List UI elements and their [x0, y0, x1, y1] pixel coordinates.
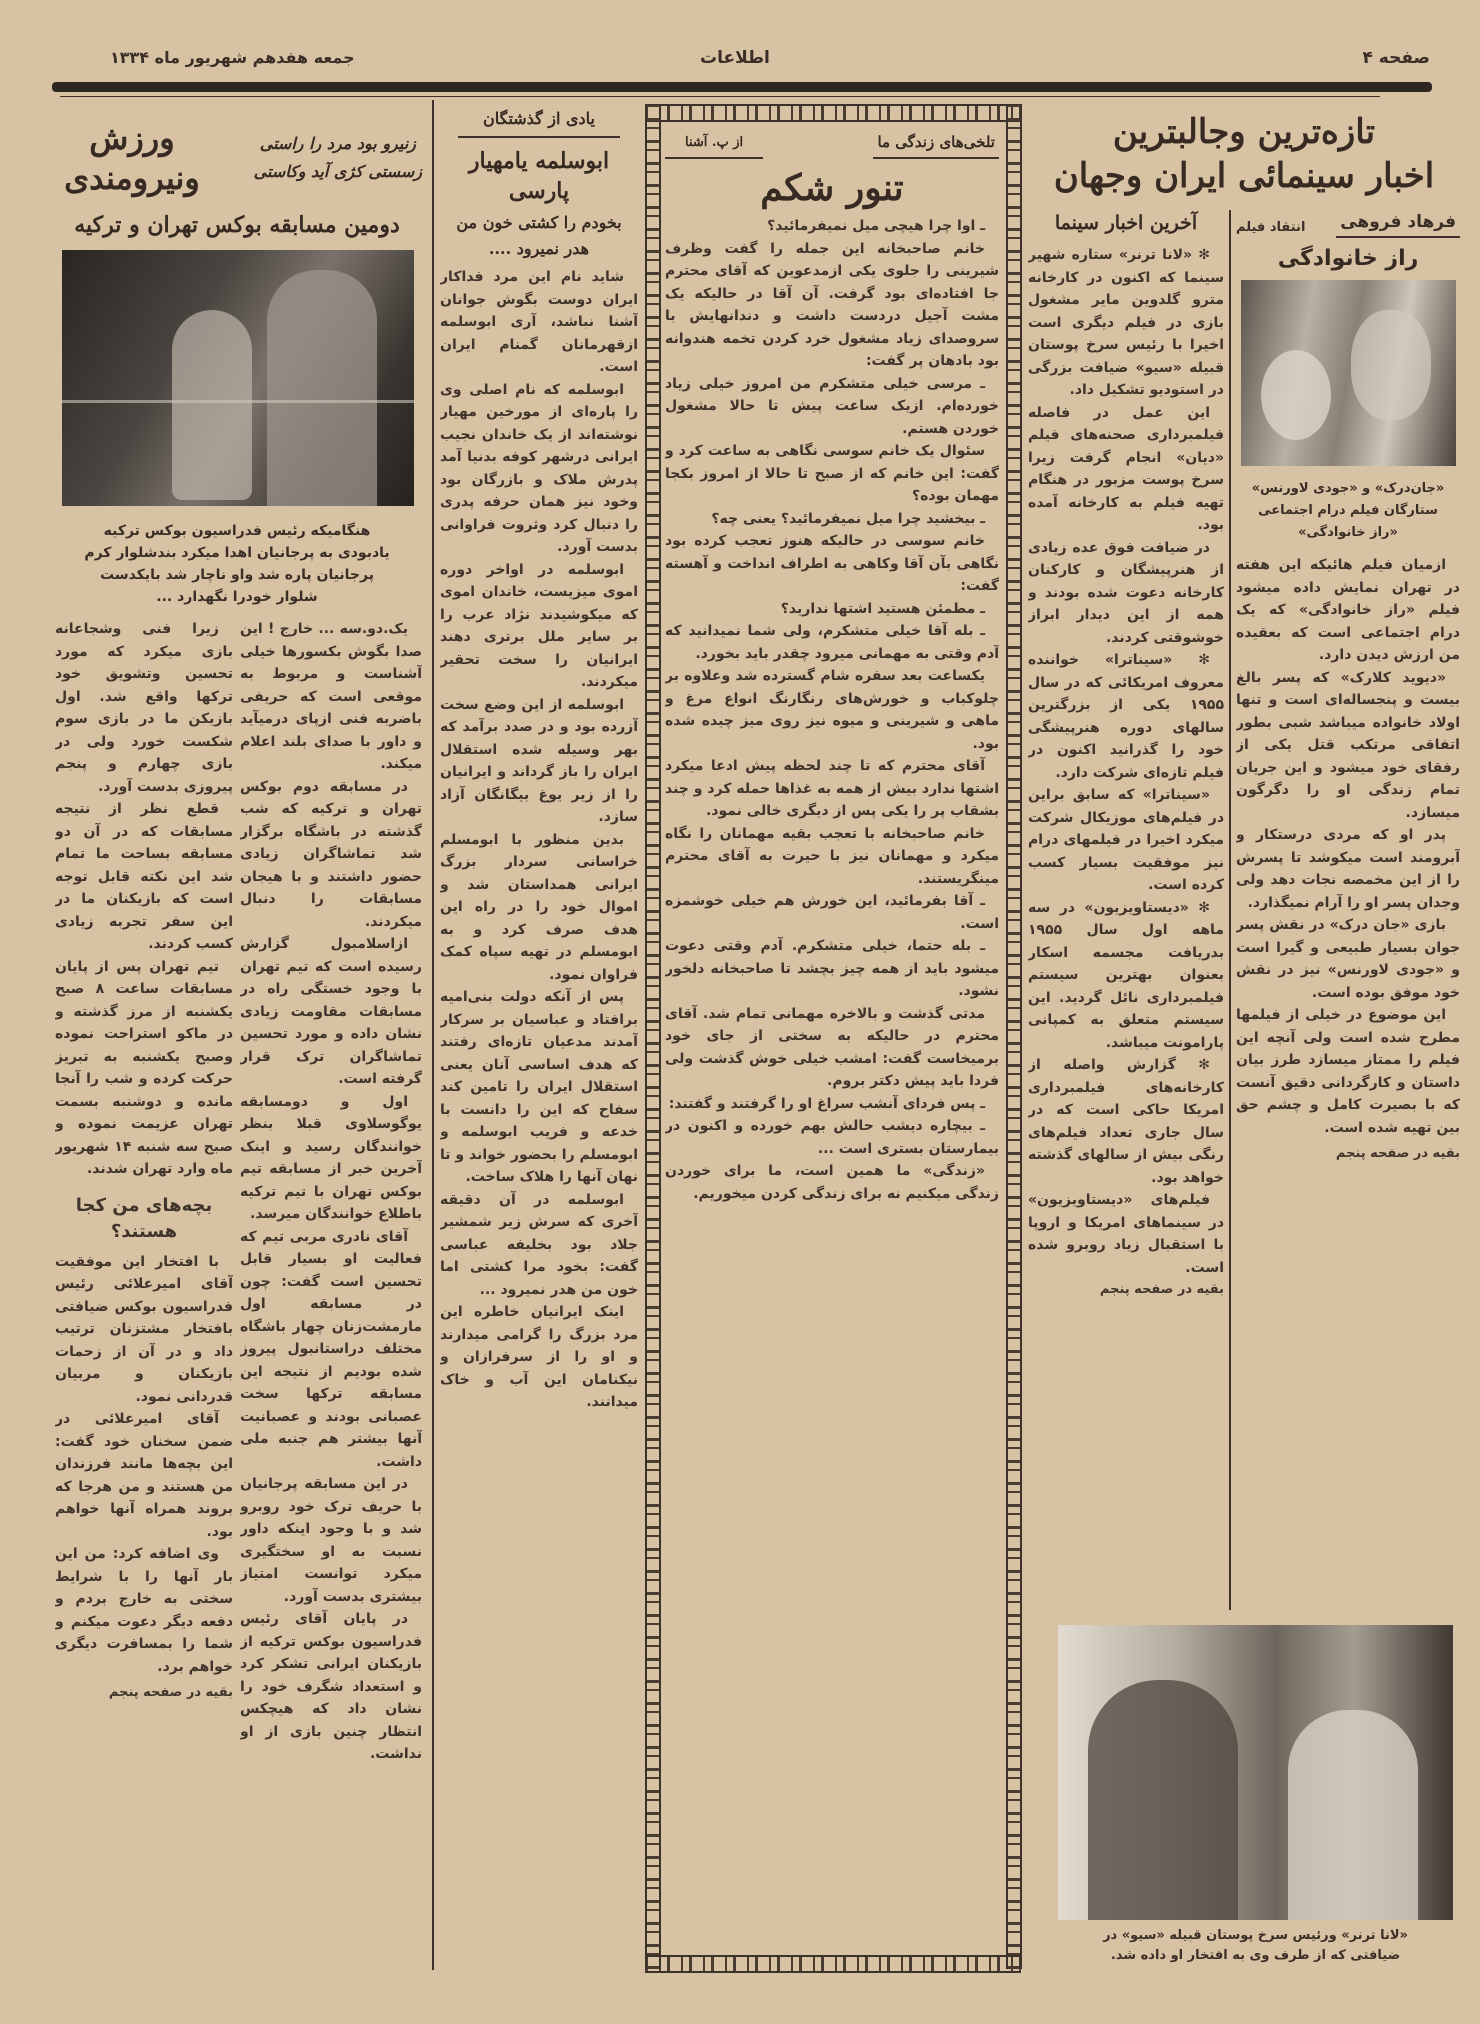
paragraph: در این مسابقه پرجانیان با حریف ترک خود روبرو شد و با وجود اینکه داور نسبت به او سختگیری میکرد توانست امتیاز بیشتری بدست آورد.: [240, 1476, 422, 1605]
paragraph: پس از آنکه دولت بنی‌امیه برافتاد و عباسیان بر سرکار آمدند مدعیان تازه‌ای رفتند که هدف اساسی آنان یعنی استقلال ایران را تامین کند سفاح که این را دانست با خدعه و فریب ابوسلمه و ابومسلم را بحضور خواند و تا نهان آنها را هلاک ساخت.: [440, 989, 638, 1185]
sports-column-left: [55, 618, 233, 1975]
paragraph: خانم صاحبخانه این جمله را گفت وظرف شیرینی را جلوی یکی ازمدعوین که آقای محترم جا افتاده‌ای بود گرفت. آن آقا در حالیکه یک مشت آجیل دردست داشت و دندانهایش با سروصدای زیاد مشغول خرد کردن تخمه هندوانه بود بادهان پر گفت:: [665, 240, 999, 369]
paragraph: ـ آقا بفرمائید، این خورش هم خیلی خوشمزه است.: [665, 893, 999, 932]
sports-section: [52, 100, 422, 1975]
sports-title: ورزش ونیرومندی: [64, 119, 200, 197]
paragraph: تیم تهران پس از پایان مسابقات ساعت ۸ صبح یکشنبه از مرز گذشته و در ماکو استراحت نموده وصبح یکشنبه به تبریز حرکت کرده و شب را آنجا مانده و دوشنبه بسمت تهران عزیمت نموده و صبح سه شنبه ۱۴ شهریور ماه وارد تهران شدند.: [55, 958, 233, 1177]
boxing-photo-caption: هنگامیکه رئیس فدراسیون بوکس ترکیه یادبودی به پرجانیان اهدا میکرد بندشلوار کرم پرجانیان پاره شد واو ناچار شد بایکدست شلوار خودرا نگهدارد ...: [84, 523, 390, 605]
paragraph: ✻ «دیستاویزیون» در سه ماهه اول سال ۱۹۵۵ بدریافت مجسمه اسکار بعنوان بهترین سیستم فیلمبرداری نائل گردید. این سیستم متعلق به کمپانی پارامونت میباشد.: [1028, 899, 1224, 1051]
paragraph: «زندگی» ما همین است، ما برای خوردن زندگی میکنیم نه برای زندگی کردن میخوریم.: [665, 1163, 999, 1202]
cinema-headline-2: اخبار سینمائی ایران وجهان: [1053, 156, 1435, 196]
sports-subheading: بچه‌های من کجا هستند؟: [75, 1194, 213, 1242]
paragraph: ازاسلامبول گزارش رسیده است که تیم تهران با وجود خستگی راه در مسابقات مقاومت زیادی نشان داده و مورد تحسین تماشاگران ترک قرار گرفته است.: [240, 936, 422, 1087]
paragraph: با افتخار این موفقیت آقای امیرعلائی رئیس فدراسیون بوکس ضیافتی بافتخار مشتزنان ترتیب داد و در آن از زحمات بازیکنان و مربیان قدردانی نمود.: [55, 1253, 233, 1405]
paragraph: آقای محترم که تا چند لحظه پیش ادعا میکرد اشتها ندارد بیش از همه به غذاها حمله کرد و چند بشقاب پر را یکی پس از دیگری خالی نمود.: [665, 758, 999, 819]
story-author: از پ. آشنا: [665, 133, 763, 159]
cinema-headline-1: تازه‌ترین وجالبترین: [1112, 112, 1376, 152]
story-column: [665, 125, 999, 1950]
sports-masthead: [52, 100, 422, 198]
paragraph: مدتی گذشت و بالاخره مهمانی تمام شد. آقای محترم در حالیکه به سختی از جای خود برمیخاست گفت: امشب خیلی خوش گذشت ولی فردا باید پیش دکتر بروم.: [665, 1005, 999, 1089]
paragraph: آقای امیرعلائی در ضمن سخنان خود گفت: این بچه‌ها مانند فرزندان من هستند و من هرجا که بروند همراه آنها خواهم بود.: [55, 1411, 233, 1540]
cinema-section: [1028, 100, 1460, 1610]
paragraph: ✻ گزارش واصله از کارخانه‌های فیلمبرداری امریکا حاکی است که در سال جاری تعداد فیلم‌های رنگی بیش از سالهای گذشته خواهد بود.: [1028, 1057, 1224, 1186]
film-critique-column: [1236, 210, 1460, 1610]
page-header: [60, 40, 1440, 70]
paragraph: در پایان آقای رئیس فدراسیون بوکس ترکیه از بازیکنان ایرانی تشکر کرد و استعداد شگرف خود را نشان داد که هیچکس انتظار چنین بازی از او نداشت.: [240, 1611, 422, 1762]
story-series: تلخی‌های زندگی ما: [873, 131, 999, 159]
critique-header-row: [1236, 210, 1460, 238]
paragraph: ✻ «سیناترا» خواننده معروف امریکائی که در سال ۱۹۵۵ یکی از بزرگترین سالهای دوره هنرپیشگی خود را گذرانید اکنون در فیلم تازه‌ای شرکت دارد.: [1028, 652, 1224, 781]
actor-face: [1351, 310, 1431, 420]
continued-note: بقیه در صفحه پنجم: [1099, 1282, 1224, 1297]
paragraph: بدین منظور با ابومسلم خراسانی سردار بزرگ ایرانی همداستان شد و اموال خود را در راه این هدف صرف کرد و به ابومسلم در تهیه سپاه کمک فراوان نمود.: [440, 831, 638, 983]
paragraph: «دیوید کلارک» که پسر بالغ بیست و پنجساله‌ای است و تنها اولاد خانواده میباشد شبی بطور اتفاقی مرتکب قتل یکی از رفقای خود میشود و این جریان تمام زندگی او را دگرگون میسازد.: [1236, 669, 1460, 821]
paragraph: ـ بله آقا خیلی متشکرم، ولی شما نمیدانید که آدم وقتی به مهمانی میرود چقدر باید بخورد.: [665, 623, 999, 662]
lana-turner-photo: [1058, 1625, 1453, 1920]
paragraph: پدر او که مردی درستکار و آبرومند است میکوشد تا پسرش را از این مخمصه نجات دهد ولی وجدان پسر او را آرام نمیگذارد.: [1236, 827, 1460, 911]
paragraph: فیلم‌های «دیستاویزیون» در سینماهای امریکا و اروپا با استقبال زیاد روبرو شده است.: [1028, 1192, 1224, 1276]
paragraph: «سیناترا» که سابق براین در فیلم‌های موزیکال شرکت میکرد اخیرا در فیلمهای درام نیز موفقیت بسیار کسب کرده است.: [1028, 787, 1224, 893]
paragraph: زیرا فنی وشجاعانه بازی میکرد که مورد تحسین وتشویق خود ترکها واقع شد. اول بازیکن ما در بازی سوم شکست خورد ولی در بازی چهارم و پنجم پیروزی بدست آورد.: [55, 621, 233, 795]
sports-poem-line-1: زنیرو بود مرد را راستی: [259, 134, 416, 153]
critique-body: [1236, 554, 1460, 1610]
news-title: آخرین اخبار سینما: [1054, 212, 1198, 234]
paragraph: ابوسلمه در آن دقیقه آخری که سرش زیر شمشیر جلاد بود بخلیفه عباسی گفت: بخود مرا کشتی اما خون من هدر نمیرود ...: [440, 1191, 638, 1298]
history-kicker: یادی از گذشتگان: [458, 108, 620, 138]
paragraph: ـ مطمئن هستید اشتها ندارید؟: [780, 600, 985, 617]
paragraph: در مسابقه دوم بوکس تهران و ترکیه که شب گذشته در باشگاه برگزار شد تماشاگران زیادی حضور داشتند و با هیجان مسابقات را دنبال میکردند.: [240, 778, 422, 930]
decorative-border-bottom: [645, 1955, 1021, 1973]
critic-name: فرهاد فروهی: [1336, 210, 1460, 238]
masthead-thin-rule: [60, 96, 1380, 97]
page-number: صفحه ۴: [1362, 48, 1430, 68]
paragraph: ازمیان فیلم هائیکه این هفته در تهران نمایش داده میشود فیلم «راز خانوادگی» که یک درام اجتماعی است که بعقیده من ارزش دیدن دارد.: [1236, 557, 1460, 663]
continued-note: بقیه در صفحه پنجم: [108, 1685, 233, 1700]
paragraph: ابوسلمه در اواخر دوره اموی میزیست، خاندان اموی که میکوشیدند نژاد عرب را بر سایر ملل برتری دهند ایرانیان را سخت تحقیر میکردند.: [440, 561, 638, 690]
critique-label: انتقاد فیلم: [1236, 220, 1306, 235]
paragraph: ـ بیخشید چرا میل نمیفرمائید؟ یعنی چه؟: [711, 510, 985, 527]
issue-date: جمعه هفدهم شهریور ماه ۱۳۳۴: [110, 48, 355, 67]
paragraph: اول و دومسابقه یوگوسلاوی قبلا بنظر خوانندگان رسید و اینک آخرین خبر از مسابقه تیم بوکس تهران با تیم ترکیه باطلاع خوانندگان میرسد.: [240, 1093, 422, 1222]
boxing-photo: [62, 250, 414, 506]
column-divider: [1229, 210, 1231, 1610]
paragraph: ـ بیچاره دیشب حالش بهم خورده و اکنون در بیمارستان بستری است ...: [665, 1118, 999, 1157]
paragraph: آقای نادری مربی تیم که فعالیت او بسیار قابل تحسین است گفت: چون در مسابقه اول مارمشت‌زنان چهار باشگاه مختلف دراستانبول پیروز شده بودیم از نتیجه این مسابقه ترکها سخت عصبانی بودند و عصبانیت آنها بیشتر هم جنبه ملی داشت.: [240, 1228, 422, 1470]
paragraph: در ضیافت فوق عده زیادی از هنرپیشگان و کارکنان کارخانه دعوت شده بودند و همه از این دیدار ابراز خوشوقتی کردند.: [1028, 539, 1224, 646]
boxer-figure: [172, 310, 252, 500]
paragraph: سئوال یک خانم سوسی نگاهی به ساعت کرد و گفت: این خانم که از صبح تا حالا از امروز بکجا مهمان بوده؟: [665, 443, 999, 504]
paragraph: خانم صاحبخانه با تعجب بقیه مهمانان را نگاه میکرد و مهمانان نیز با حیرت به آقای محترم مینگریستند.: [665, 825, 999, 887]
decorative-border-left: [645, 104, 661, 1969]
sports-poem-line-2: زسستی کژی آید وکاستی: [253, 162, 422, 181]
paragraph: خانم سوسی در حالیکه هنوز تعجب کرده بود نگاهی بآن آقا وکاهی به اطراف انداخت و آهسته گفت:: [665, 533, 999, 594]
lana-turner-caption: «لانا ترنر» ورئیس سرخ پوستان قبیله «سیو» در ضیافتی که از طرف وی به افتخار او داده شد.: [1103, 1928, 1408, 1963]
paragraph: ابوسلمه که نام اصلی وی را پاره‌ای از مورخین مهیار نوشته‌اند از یک خاندان نجیب ایرانی درشهر کوفه بدنیا آمد پدرش ملاک و بازرگان بود وخود نیز همان حرفه پدری را دنبال کرد وثروت فراوانی بدست آورد.: [440, 381, 638, 555]
lana-turner-block: [1058, 1625, 1453, 1975]
history-title: ابوسلمه یامهیار پارسی: [468, 148, 610, 204]
paragraph: این موضوع در خیلی از فیلمها مطرح شده است ولی آنچه این فیلم را ممتاز میسازد طرز بیان داستان و کارگردانی دقیق آنست که با بصیرت کامل و چشم حق بین تهیه شده است.: [1236, 1007, 1460, 1136]
film-stars-photo: [1241, 280, 1456, 466]
paragraph: ـ بله حتما، خیلی متشکرم. آدم وقتی دعوت میشود باید از همه چیز بچشد تا صاحبخانه دلخور نشود.: [665, 938, 999, 999]
masthead-rule: [52, 82, 1432, 92]
chief-figure: [1088, 1680, 1238, 1920]
paragraph: وی اضافه کرد: من این بار آنها را با شرایط سختی به خارج بردم و دفعه دیگر دعوت میکنم و شما را بمسافرت دیگری خواهم برد.: [55, 1546, 233, 1675]
cinema-columns: [1028, 210, 1460, 1610]
actress-figure: [1288, 1710, 1418, 1920]
cinema-news-column: [1028, 210, 1224, 1610]
paragraph: اینک ایرانیان خاطره این مرد بزرگ را گرامی میدارند و او را از سرفرازان و نیکنامان این آب و خاک میدانند.: [440, 1304, 638, 1410]
news-body: [1028, 244, 1224, 1610]
paragraph: ـ اوا چرا هیچی میل نمیفرمائید؟: [767, 218, 985, 234]
official-figure: [267, 270, 377, 506]
story-body: [665, 215, 999, 1950]
sports-column-right: [240, 618, 422, 1975]
column-divider: [432, 100, 434, 1970]
paragraph: این عمل در فاصله فیلمبرداری صحنه‌های فیلم «دیان» انجام گرفت زیرا سرخ پوست مزبور در هنگام تهیه فیلم به کارخانه آمده بود.: [1028, 404, 1224, 533]
actress-face: [1261, 350, 1331, 440]
newspaper-name: اطلاعات: [700, 48, 770, 68]
film-photo-caption: «جان‌درک» و «جودی لاورنس» ستارگان فیلم درام اجتماعی «راز خانوادگی»: [1251, 481, 1445, 540]
paragraph: بازی «جان درک» در نقش پسر جوان بسیار طبیعی و گیرا است و «جودی لاورنس» نیز در نقش خود موفق بوده است.: [1236, 917, 1460, 1001]
history-body: [440, 266, 638, 1970]
sports-columns: [52, 618, 422, 1975]
story-title: تنور شکم: [760, 167, 904, 209]
sports-headline: دومین مسابقه بوکس تهران و ترکیه: [74, 212, 400, 238]
paragraph: یکساعت بعد سفره شام گسترده شد وعلاوه بر چلوکباب و خورش‌های رنگارنگ انواع مرغ و ماهی و شیرینی و میوه نیز روی میز چیده شده بود.: [665, 668, 999, 752]
decorative-border-right: [1006, 104, 1022, 1969]
paragraph: ✻ «لانا ترنر» ستاره شهیر سینما که اکنون در کارخانه مترو گلدوین مایر مشغول بازی در فیلم دیگری است اخیرا با رئیس سرخ پوستان قبیله «سیو» ضیافت بزرگی در استودیو تشکیل داد.: [1028, 247, 1224, 398]
history-column: [440, 100, 638, 1970]
story-header-row: [665, 131, 999, 159]
history-subtitle: بخودم را کشتی خون من هدر نمیرود ....: [456, 213, 622, 258]
paragraph: شاید نام این مرد فداکار ایران دوست بگوش جوانان آشنا نباشد، آری ابوسلمه ازقهرمانان گمنام ایران است.: [440, 269, 638, 375]
decorative-border-top: [645, 104, 1021, 122]
paragraph: قطع نظر از نتیجه مسابقات که در آن دو مسابقه بساحت ما تمام شد این نکته قابل توجه است که بازیکنان ما در این سفر تجربه زیادی کسب کردند.: [55, 801, 233, 952]
film-title: راز خانوادگی: [1277, 246, 1419, 271]
ring-rope: [62, 400, 414, 403]
continued-note: بقیه در صفحه پنجم: [1335, 1146, 1460, 1161]
paragraph: ـ پس فردای آنشب سراغ او را گرفتند و گفتند:: [668, 1095, 985, 1112]
paragraph: ـ مرسی خیلی متشکرم من امروز خیلی زیاد خورده‌ام. ازیک ساعت پیش تا حالا مشغول خوردن هستم.: [665, 375, 999, 437]
paragraph: ابوسلمه از این وضع سخت آزرده بود و در صدد برآمد که بهر وسیله شده استقلال ایران را باز گرداند و ایرانیان را از زیر یوغ بیگانگان آزاد سازد.: [440, 696, 638, 825]
sports-poem: [254, 133, 422, 183]
paragraph: یک.دو.سه ... خارج ! این صدا بگوش بکسورها خیلی آشناست و مربوط به موقعی است که حریفی باضربه فنی ازپای درمیآید و داور با صدای بلند اعلام میکند.: [240, 621, 422, 772]
